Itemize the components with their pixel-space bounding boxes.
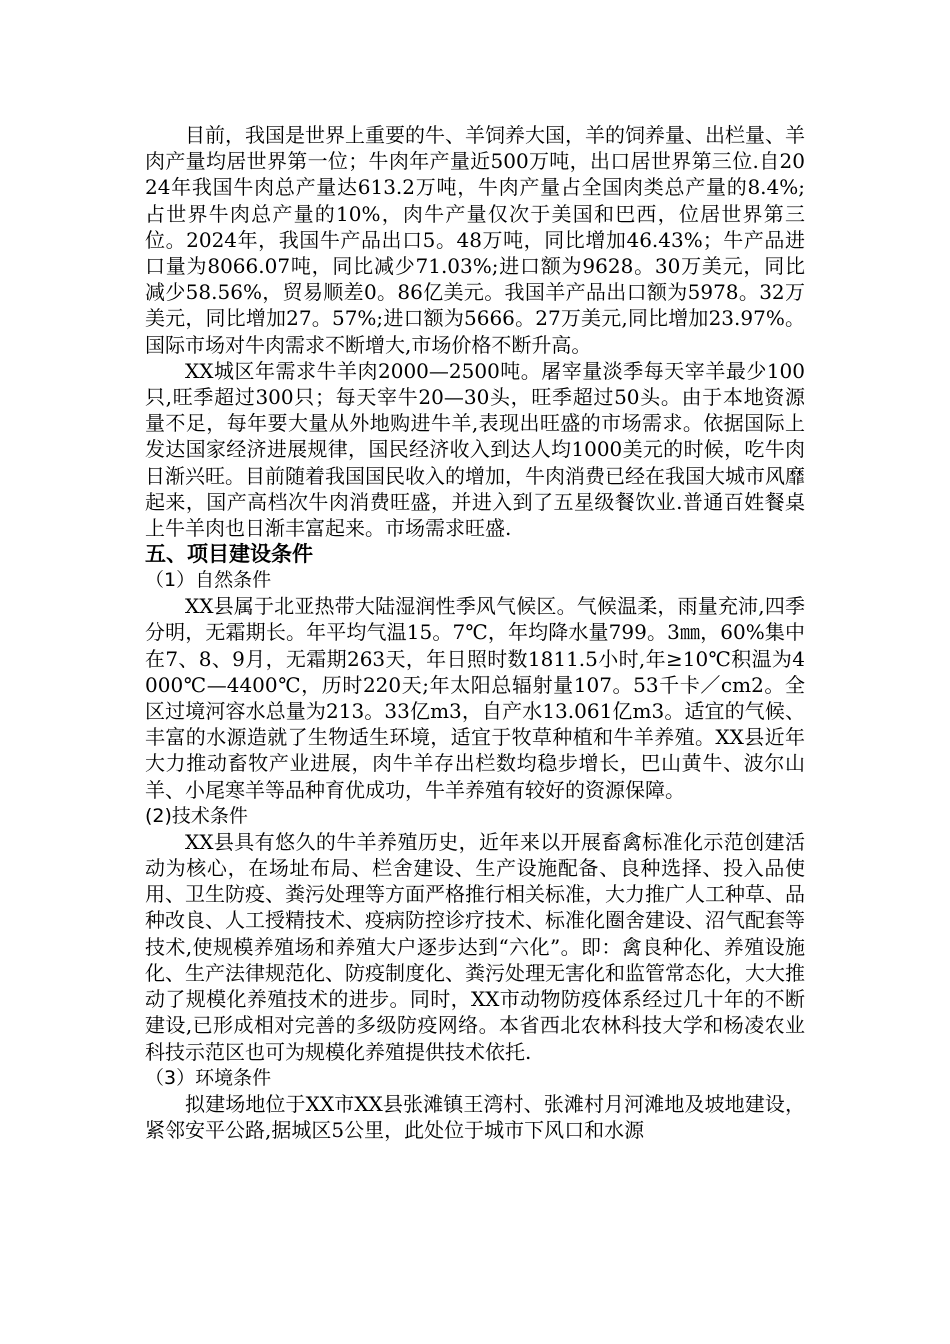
natural-conditions-paragraph: XX县属于北亚热带大陆湿润性季风气候区。气候温柔，雨量充沛,四季分明，无霜期长。年平均气温15。7℃，年均降水量799。3㎜，60%集中在7、8、9月，无霜期263天，年日照时数1811.5小时,年≥10℃积温为4000℃—4400℃，历时220天;年太阳总辐射量107。53千卡／cm2。全区过境河容水总量为213。33亿m3，自产水13.061亿m3。适宜的气候、丰富的水源造就了生物适生环境，适宜于牧草种植和牛羊养殖。XX县近年大力推动畜牧产业进展，肉牛羊存出栏数均稳步增长，巴山黄牛、波尔山羊、小尾寒羊等品种育优成功，牛羊养殖有较好的资源保障。	[145, 594, 805, 802]
environment-conditions-paragraph: 拟建场地位于XX市XX县张滩镇王湾村、张滩村月河滩地及坡地建设，紧邻安平公路,据城区5公里，此处位于城市下风口和水源	[145, 1091, 805, 1142]
natural-conditions-heading: （1）自然条件	[145, 569, 272, 592]
technical-conditions-heading: (2)技术条件	[145, 804, 248, 827]
document-page	[145, 122, 805, 1143]
technical-conditions-paragraph: XX县具有悠久的牛羊养殖历史，近年来以开展畜禽标准化示范创建活动为核心，在场址布局、栏舍建设、生产设施配备、良种选择、投入品使用、卫生防疫、粪污处理等方面严格推行相关标准，大力推广人工种草、品种改良、人工授精技术、疫病防控诊疗技术、标准化圈舍建设、沼气配套等技术,使规模养殖场和养殖大户逐步达到“六化”。即：禽良种化、养殖设施化、生产法律规范化、防疫制度化、粪污处理无害化和监管常态化，大大推动了规模化养殖技术的进步。同时，XX市动物防疫体系经过几十年的不断建设,已形成相对完善的多级防疫网络。本省西北农林科技大学和杨凌农业科技示范区也可为规模化养殖提供技术依托.	[145, 829, 805, 1064]
market-paragraph-1: 目前，我国是世界上重要的牛、羊饲养大国，羊的饲养量、出栏量、羊肉产量均居世界第一位；牛肉年产量近500万吨，出口居世界第三位.自2024年我国牛肉总产量达613.2万吨，牛肉产量占全国肉类总产量的8.4%;占世界牛肉总产量的10%，肉牛产量仅次于美国和巴西，位居世界第三位。2024年，我国牛产品出口5。48万吨，同比增加46.43%；牛产品进口量为8066.07吨，同比减少71.03%;进口额为9628。30万美元，同比减少58.56%，贸易顺差0。86亿美元。我国羊产品出口额为5978。32万美元，同比增加27。57%;进口额为5666。27万美元,同比增加23.97%。国际市场对牛肉需求不断增大,市场价格不断升高。	[145, 123, 805, 357]
environment-conditions-heading: （3）环境条件	[145, 1066, 272, 1089]
market-paragraph-2: XX城区年需求牛羊肉2000—2500吨。屠宰量淡季每天宰羊最少100只,旺季超过300只；每天宰牛20—30头，旺季超过50头。由于本地资源量不足，每年要大量从外地购进牛羊,表现出旺盛的市场需求。依据国际上发达国家经济进展规律，国民经济收入到达人均1000美元的时候，吃牛肉日渐兴旺。目前随着我国国民收入的增加，牛肉消费已经在我国大城市风靡起来，国产高档次牛肉消费旺盛，并进入到了五星级餐饮业.普通百姓餐桌上牛羊肉也日渐丰富起来。市场需求旺盛.	[145, 358, 805, 541]
section-heading: 五、项目建设条件	[145, 542, 313, 567]
